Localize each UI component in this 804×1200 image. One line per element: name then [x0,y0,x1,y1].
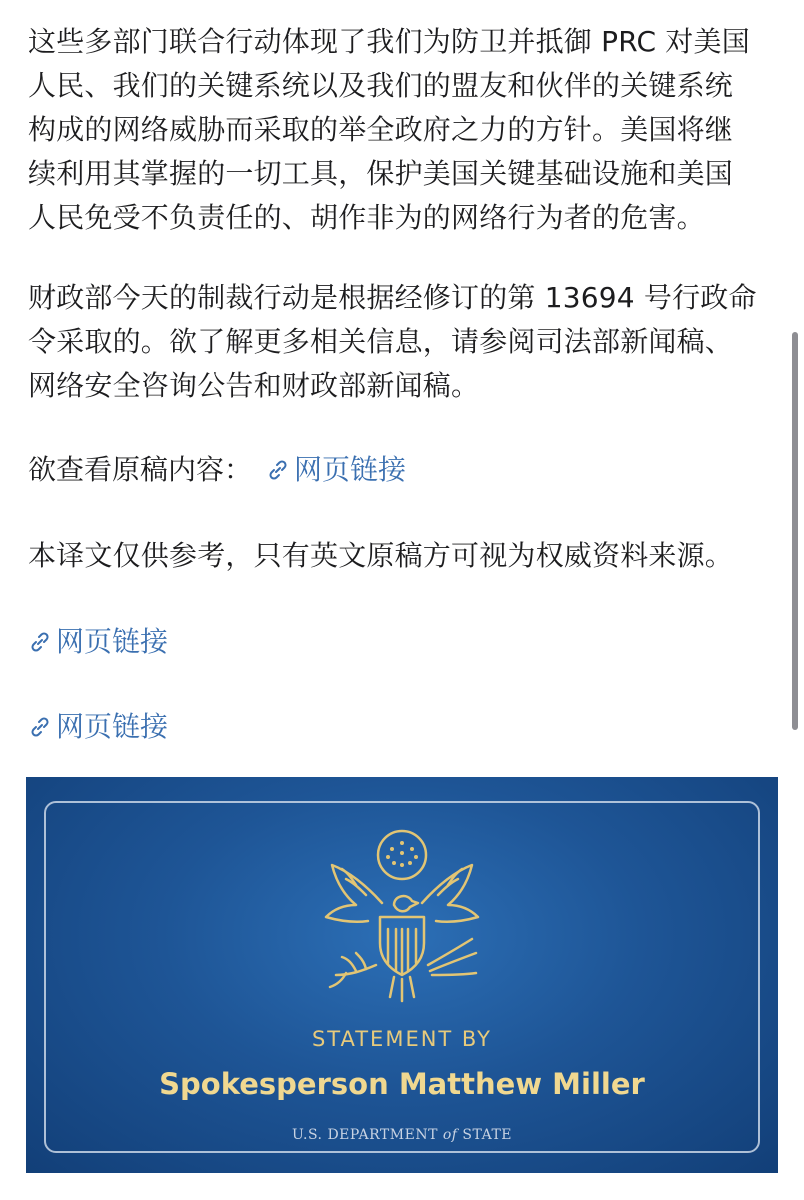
speaker-name: Spokesperson Matthew Miller [159,1067,645,1101]
link-icon [28,715,52,739]
web-link-label: 网页链接 [56,625,169,658]
web-link[interactable] [266,448,406,492]
eagle-seal-icon [296,825,508,1007]
original-link-row [28,448,406,492]
disclaimer-text: 本译文仅供参考，只有英文原稿方可视为权威资料来源。 [28,539,734,572]
link-row [28,620,168,664]
web-link-label: 网页链接 [294,453,407,486]
original-label: 欲查看原稿内容： [28,453,253,486]
article-paragraph: 财政部今天的制裁行动是根据经修订的第 13694 号行政命 令采取的。欲了解更多相关信息，请参阅司法部新闻稿、 网络安全咨询公告和财政部新闻稿。 [28,281,757,402]
department-name: U.S. DEPARTMENT of STATE [291,1127,512,1143]
scrollbar[interactable] [792,332,798,730]
web-link[interactable] [28,705,168,749]
link-row [28,705,168,749]
link-icon [28,630,52,654]
statement-banner-image[interactable] [26,777,778,1173]
article-paragraph: 这些多部门联合行动体现了我们为防卫并抵御 PRC 对美国 人民、我们的关键系统以及我们的盟友和伙伴的关键系统 构成的网络威胁而采取的举全政府之力的方针。美国将继 续利用其掌握的一切工具，保护美国关键基础设施和美国 人民免受不负责任的、胡作非为的网络行为者的危害。 [28,25,750,234]
link-icon [266,458,290,482]
statement-label: STATEMENT BY [311,1027,493,1051]
web-link[interactable] [28,620,168,664]
web-link-label: 网页链接 [56,710,169,743]
